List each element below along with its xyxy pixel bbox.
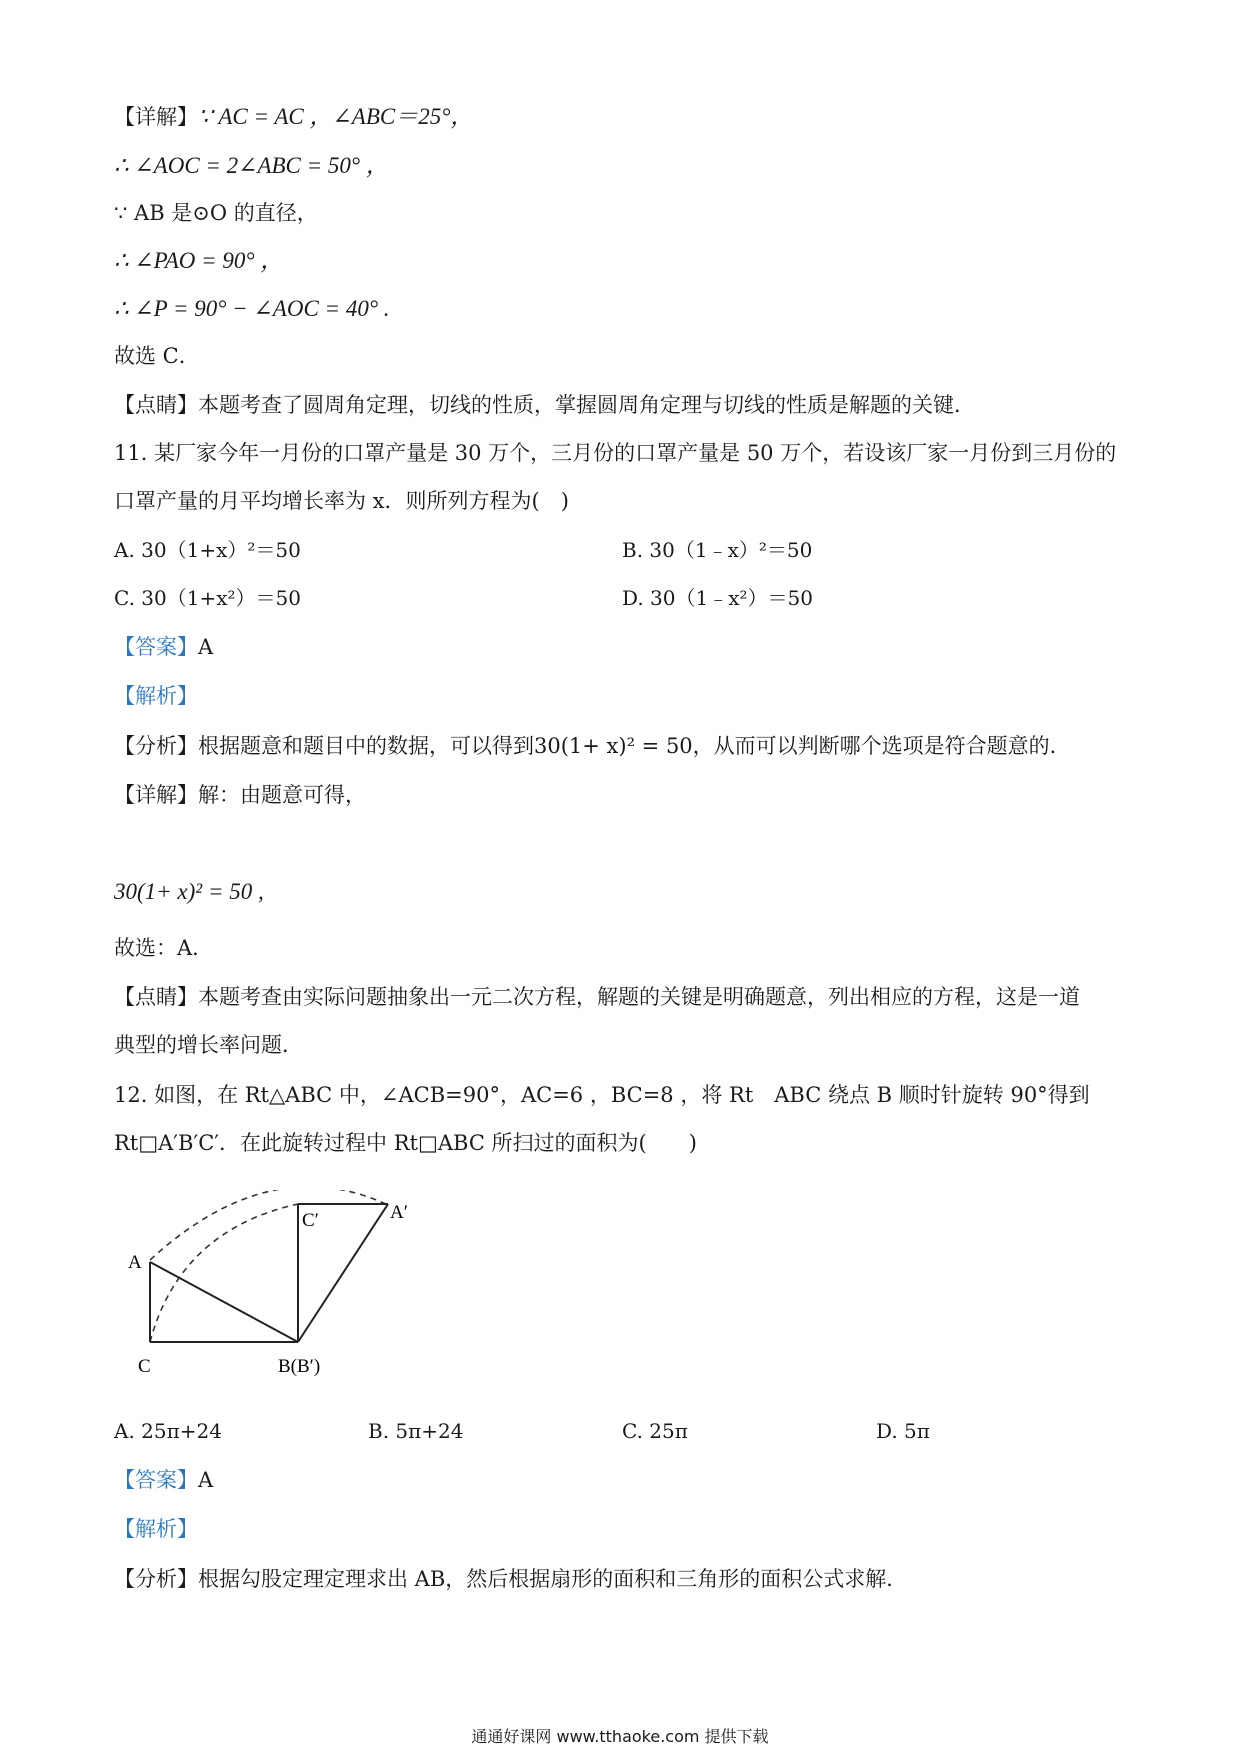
dianjing-text: 本题考查由实际问题抽象出一元二次方程，解题的关键是明确题意，列出相应的方程，这是一道 bbox=[198, 985, 1080, 1009]
q12-option-a: A. 25π+24 bbox=[114, 1419, 222, 1443]
answer-tag: 【答案】 bbox=[114, 635, 198, 659]
q12-stem-line-1: 12. 如图，在 Rt△ABC 中，∠ACB=90°，AC=6 ，BC=8 ，将 Rt ABC 绕点 B 顺时针旋转 90°得到 bbox=[114, 1083, 1090, 1107]
q11-fenxi-line bbox=[114, 731, 1071, 761]
q12-option-d: D. 5π bbox=[876, 1419, 930, 1443]
detail-tag: 【详解】 bbox=[114, 105, 198, 129]
comment-text: 本题考查了圆周角定理，切线的性质，掌握圆周角定理与切线的性质是解题的关键． bbox=[198, 393, 975, 417]
label-c: C bbox=[138, 1356, 151, 1377]
label-b: B(B′) bbox=[278, 1356, 321, 1377]
q11-stem-line-2: 口罩产量的月平均增长率为 x．则所列方程为( ) bbox=[114, 489, 569, 513]
q11-xiangjie-line bbox=[114, 780, 366, 810]
fenxi-tag: 【分析】 bbox=[114, 1567, 198, 1591]
q11-equation: 30(1+ x)² = 50 , bbox=[114, 879, 264, 904]
q11-dianjing-line-1 bbox=[114, 982, 1080, 1012]
q11-dianjing-line-2: 典型的增长率问题． bbox=[114, 1033, 303, 1057]
fenxi-text: 根据题意和题目中的数据，可以得到30(1+ x)² = 50，从而可以判断哪个选项是符合题意的． bbox=[198, 734, 1071, 758]
q12-option-b: B. 5π+24 bbox=[368, 1419, 464, 1443]
fenxi-text: 根据勾股定理定理求出 AB，然后根据扇形的面积和三角形的面积公式求解． bbox=[198, 1567, 908, 1591]
q12-option-c: C. 25π bbox=[622, 1419, 688, 1443]
q12-stem-line-2: Rt□A′B′C′．在此旋转过程中 Rt□ABC 所扫过的面积为( ) bbox=[114, 1131, 697, 1155]
q11-answer-line bbox=[114, 632, 213, 662]
q12-analysis-tag: 【解析】 bbox=[114, 1517, 198, 1541]
comment-line bbox=[114, 390, 975, 420]
fenxi-tag: 【分析】 bbox=[114, 734, 198, 758]
equation-line-2: ∴ ∠AOC = 2∠ABC = 50° ， bbox=[114, 153, 389, 178]
label-c-prime: C′ bbox=[302, 1210, 319, 1231]
answer-value: A bbox=[198, 635, 214, 659]
detail-line-1 bbox=[114, 102, 473, 132]
q11-option-c: C. 30（1+x²）＝50 bbox=[114, 586, 301, 610]
equation-line-5: ∴ ∠P = 90° − ∠AOC = 40° . bbox=[114, 296, 390, 321]
comment-tag: 【点睛】 bbox=[114, 393, 198, 417]
text-line-3: ∵ AB 是⊙O 的直径， bbox=[114, 201, 318, 225]
q11-choice: 故选：A． bbox=[114, 936, 214, 960]
q12-answer-line bbox=[114, 1465, 213, 1495]
q11-option-a: A. 30（1+x）²＝50 bbox=[114, 538, 301, 562]
label-a: A bbox=[128, 1252, 142, 1273]
page-footer: 通通好课网 www.tthaoke.com 提供下载 bbox=[471, 1727, 769, 1746]
q11-option-b: B. 30（1﹣x）²＝50 bbox=[622, 538, 813, 562]
segment-ab bbox=[150, 1262, 298, 1342]
dianjing-tag: 【点睛】 bbox=[114, 985, 198, 1009]
label-a-prime: A′ bbox=[390, 1202, 408, 1223]
q11-option-d: D. 30（1﹣x²）＝50 bbox=[622, 586, 813, 610]
equation-line-4: ∴ ∠PAO = 90° ， bbox=[114, 248, 284, 273]
q11-stem-line-1: 11. 某厂家今年一月份的口罩产量是 30 万个，三月份的口罩产量是 50 万个，若设该厂家一月份到三月份的 bbox=[114, 441, 1117, 465]
answer-value: A bbox=[198, 1468, 214, 1492]
arc-outer bbox=[150, 1190, 388, 1260]
xiangjie-text: 解：由题意可得， bbox=[198, 783, 366, 807]
xiangjie-tag: 【详解】 bbox=[114, 783, 198, 807]
rotation-figure bbox=[120, 1190, 440, 1390]
q12-fenxi-line bbox=[114, 1564, 907, 1594]
choice-line: 故选 C． bbox=[114, 344, 200, 368]
q11-analysis-tag: 【解析】 bbox=[114, 684, 198, 708]
equation: ∵ AC = AC ，∠ABC＝25°， bbox=[198, 104, 474, 129]
answer-tag: 【答案】 bbox=[114, 1468, 198, 1492]
